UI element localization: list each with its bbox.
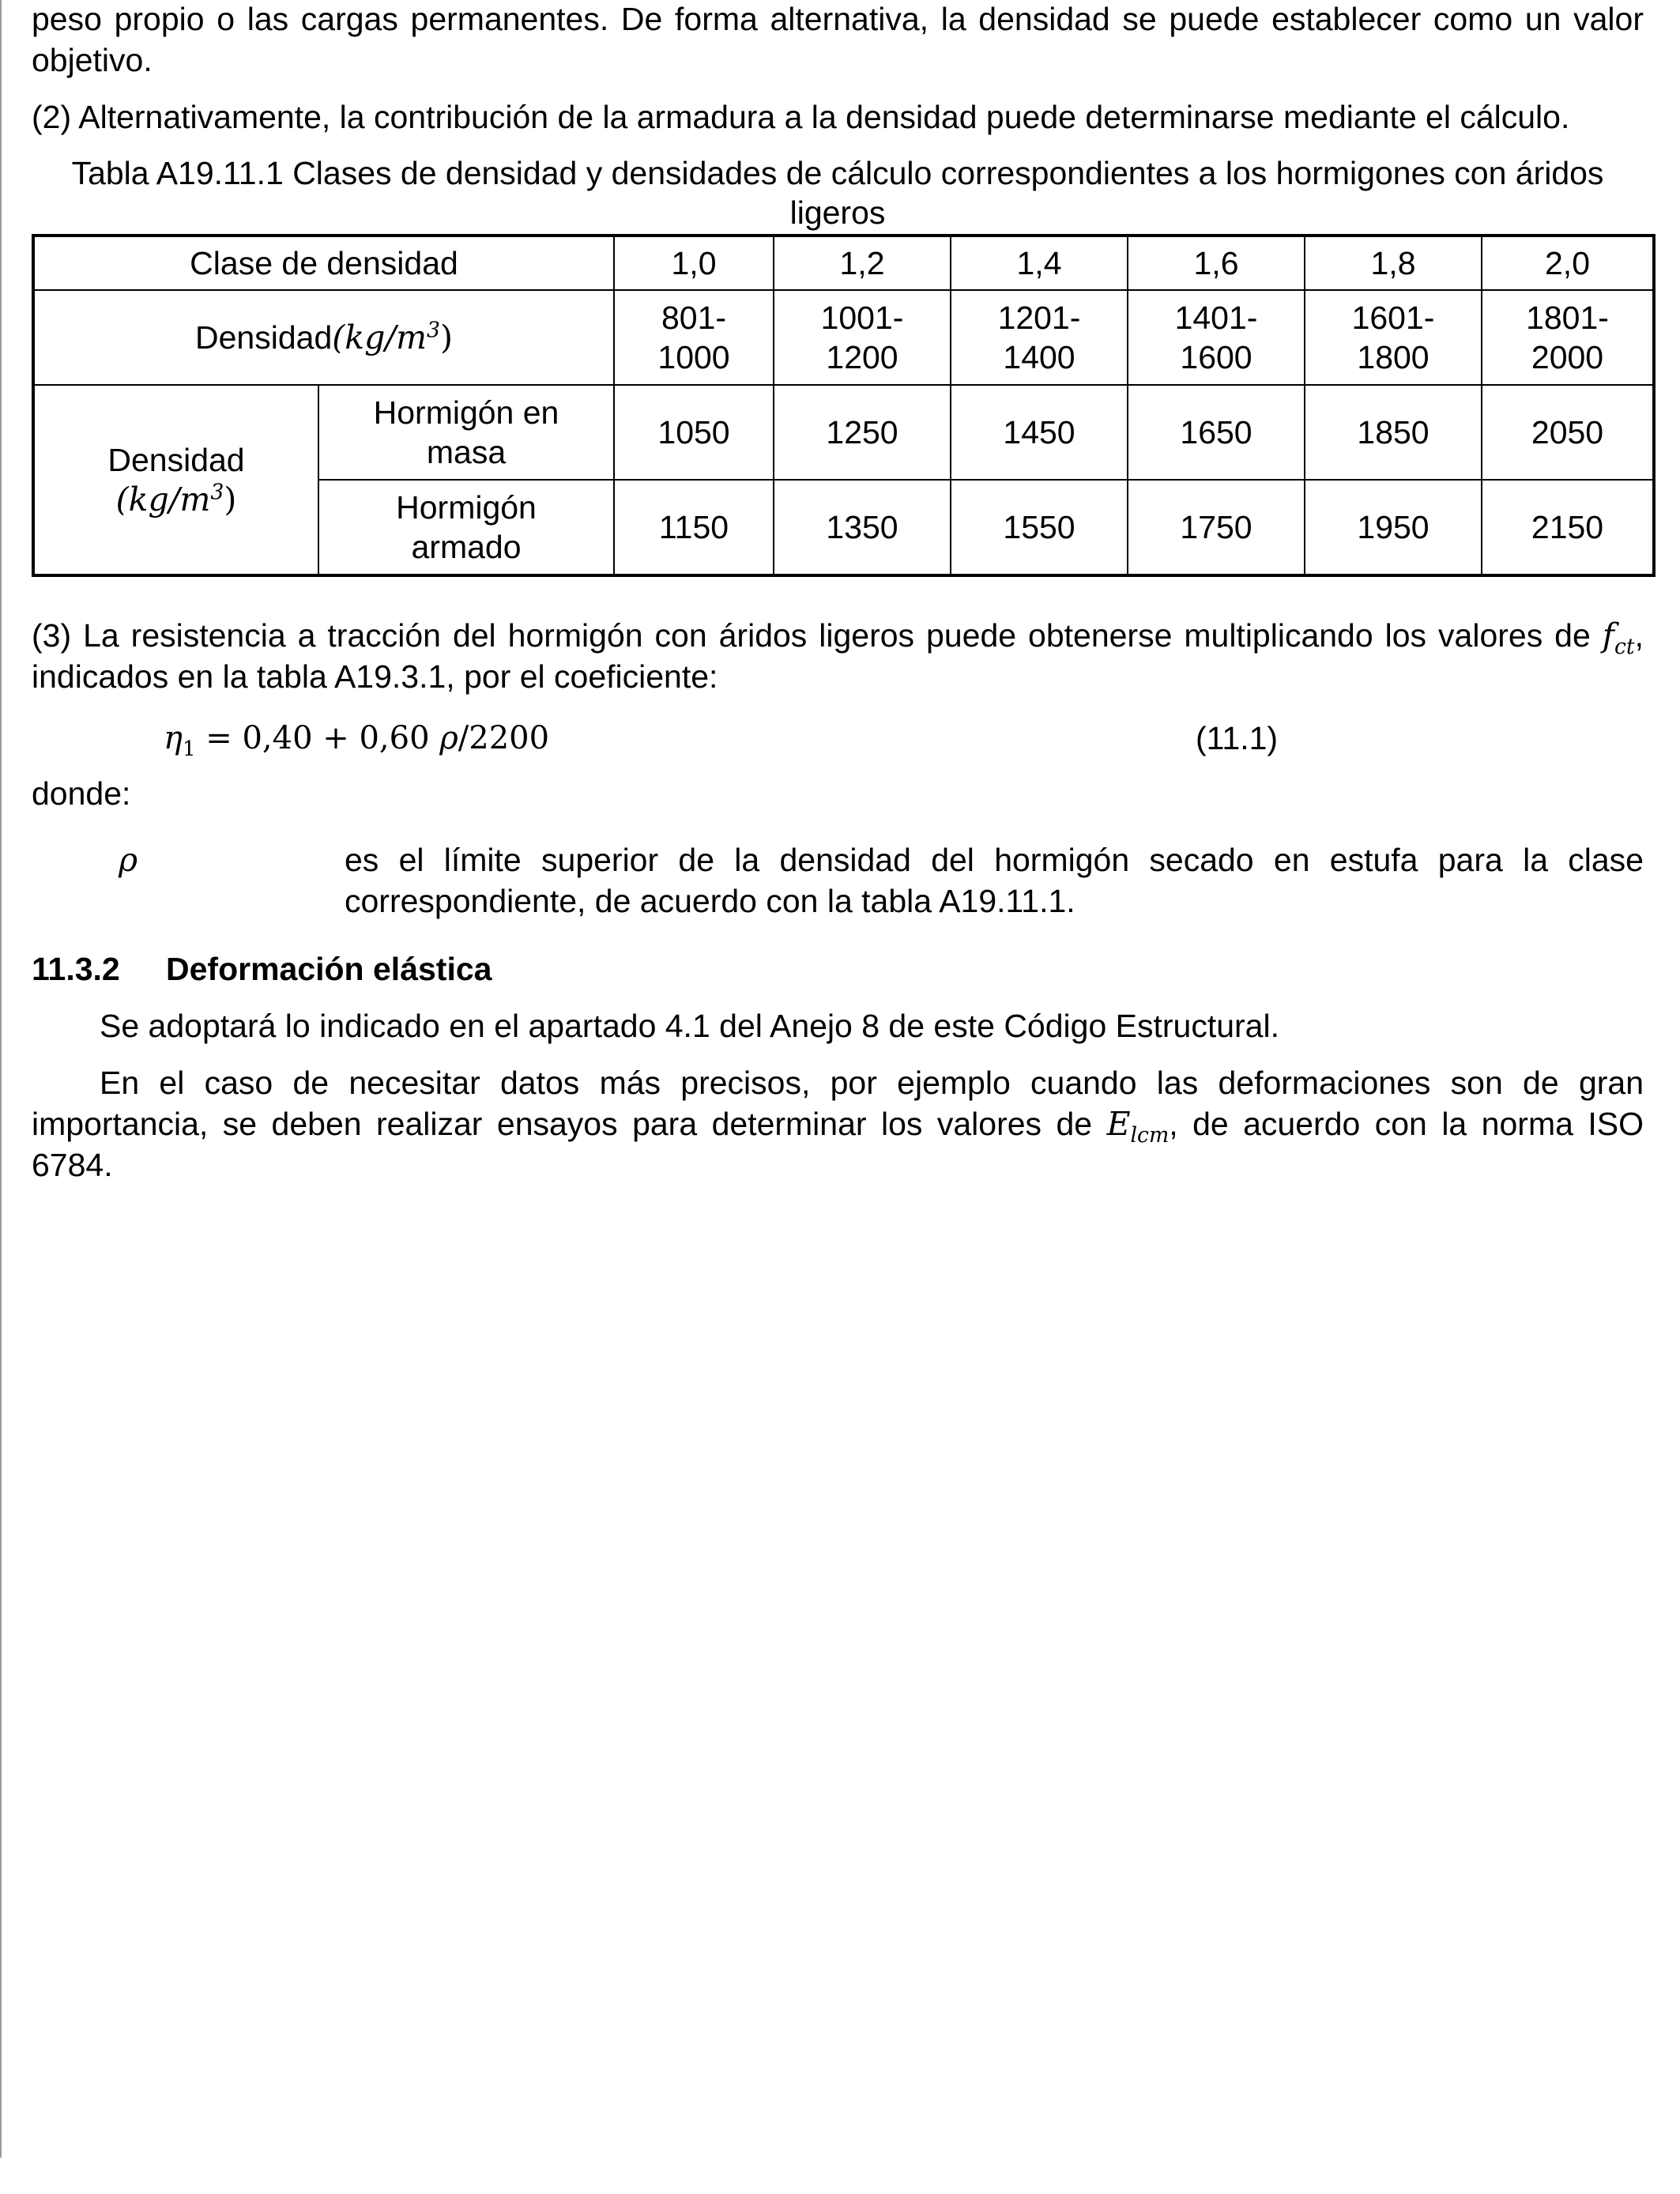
value-cell: 1250 — [774, 385, 951, 480]
value-cell: 2150 — [1482, 480, 1654, 575]
range-from: 1001- — [820, 300, 904, 336]
unit-text: (kg/m — [115, 481, 211, 518]
elcm-symbol — [1106, 1105, 1170, 1148]
equation-number: (11.1) — [1196, 720, 1279, 756]
paragraph-3-text-end: , indicados en la tabla A19.3.1, por el coeficiente: — [32, 617, 1644, 695]
page-edge-rule — [0, 0, 2, 2158]
value-cell: 1950 — [1305, 480, 1482, 575]
label-line: armado — [411, 529, 522, 565]
range-cell — [614, 290, 774, 385]
where-label: donde: — [32, 775, 131, 812]
reinforced-concrete-label — [318, 480, 614, 575]
symbol-subscript: lcm — [1130, 1123, 1170, 1148]
range-cell — [951, 290, 1128, 385]
range-to: 1400 — [1003, 339, 1075, 375]
paragraph-continuation: peso propio o las cargas permanentes. De forma alternativa, la densidad se puede establecer como un valor objetivo. — [32, 1, 1644, 78]
paragraph-3 — [32, 615, 1644, 697]
value-cell: 1850 — [1305, 385, 1482, 480]
class-cell: 1,4 — [951, 236, 1128, 290]
design-density-text: Densidad — [107, 442, 245, 478]
unit-text: (kg/m — [332, 319, 428, 356]
range-cell — [1482, 290, 1654, 385]
section-title: Deformación elástica — [166, 951, 492, 987]
class-cell: 2,0 — [1482, 236, 1654, 290]
range-to: 1800 — [1357, 339, 1430, 375]
unit-exponent: 3 — [427, 318, 440, 343]
value-cell: 1650 — [1128, 385, 1305, 480]
document-page — [32, 0, 1644, 1186]
section-heading — [32, 948, 1644, 990]
eta-symbol: η — [164, 720, 183, 756]
value-cell: 1350 — [774, 480, 951, 575]
table-mass-row — [33, 385, 1654, 480]
eta-subscript: 1 — [182, 737, 196, 761]
range-to: 1000 — [657, 339, 730, 375]
paragraph-2: (2) Alternativamente, la contribución de la armadura a la densidad puede determinarse mediante el cálculo. — [32, 99, 1570, 135]
unit-exponent: 3 — [210, 480, 224, 505]
class-cell: 1,0 — [614, 236, 774, 290]
value-cell: 2050 — [1482, 385, 1654, 480]
mass-concrete-label — [318, 385, 614, 480]
class-cell: 1,2 — [774, 236, 951, 290]
density-range-unit — [332, 319, 453, 356]
table-range-row — [33, 290, 1654, 385]
range-from: 1601- — [1351, 300, 1435, 336]
label-line: masa — [426, 434, 507, 470]
range-to: 1600 — [1180, 339, 1252, 375]
section-number: 11.3.2 — [32, 951, 120, 987]
symbol-base: f — [1602, 616, 1614, 654]
range-cell — [774, 290, 951, 385]
table-header-row — [33, 236, 1654, 290]
class-cell: 1,6 — [1128, 236, 1305, 290]
unit-close: ) — [439, 319, 453, 356]
unit-close: ) — [224, 481, 237, 518]
design-density-label — [33, 385, 318, 575]
density-range-label — [33, 290, 614, 385]
section-paragraph-2 — [32, 1062, 1644, 1186]
symbol-definition — [32, 839, 1644, 926]
equation-rhs: = 0,40 + 0,60 — [195, 720, 440, 756]
range-from: 801- — [661, 300, 727, 336]
table-caption: Tabla A19.11.1 Clases de densidad y densidades de cálculo correspondientes a los hormigones con áridos ligeros — [71, 155, 1604, 231]
value-cell: 1450 — [951, 385, 1128, 480]
range-to: 1200 — [826, 339, 898, 375]
equation-11-1 — [32, 718, 1644, 773]
density-class-header: Clase de densidad — [33, 236, 614, 290]
value-cell: 1050 — [614, 385, 774, 480]
section-paragraph-1: Se adoptará lo indicado en el apartado 4.1 del Anejo 8 de este Código Estructural. — [100, 1008, 1279, 1044]
label-line: Hormigón en — [373, 394, 559, 431]
range-from: 1801- — [1526, 300, 1609, 336]
equation-tail: /2200 — [458, 720, 550, 756]
paragraph-3-text: (3) La resistencia a tracción del hormigón con áridos ligeros puede obtenerse multiplicando los valores de — [32, 617, 1603, 654]
range-from: 1401- — [1174, 300, 1258, 336]
section-paragraph-2-text: En el caso de necesitar datos más precisos, por ejemplo cuando las deformaciones son de gran importancia, se deben realizar ensayos para determinar los valores de — [32, 1065, 1644, 1142]
section-paragraph-2-text-end: , de acuerdo con la norma ISO 6784. — [32, 1106, 1644, 1183]
symbol-subscript: ct — [1614, 635, 1635, 660]
definition-text: es el límite superior de la densidad del hormigón secado en estufa para la clase correspondiente, de acuerdo con la tabla A19.11.1. — [345, 842, 1644, 919]
definition-symbol: ρ — [119, 841, 138, 879]
range-from: 1201- — [997, 300, 1081, 336]
design-density-unit — [35, 480, 318, 519]
symbol-base: E — [1106, 1105, 1131, 1143]
equation-body — [164, 718, 549, 759]
value-cell: 1550 — [951, 480, 1128, 575]
range-to: 2000 — [1531, 339, 1604, 375]
fct-symbol — [1602, 616, 1635, 660]
range-cell — [1305, 290, 1482, 385]
rho-symbol: ρ — [439, 720, 458, 756]
class-cell: 1,8 — [1305, 236, 1482, 290]
range-cell — [1128, 290, 1305, 385]
value-cell: 1750 — [1128, 480, 1305, 575]
label-line: Hormigón — [396, 489, 537, 526]
value-cell: 1150 — [614, 480, 774, 575]
density-range-text: Densidad — [195, 319, 333, 356]
density-table — [32, 234, 1656, 577]
